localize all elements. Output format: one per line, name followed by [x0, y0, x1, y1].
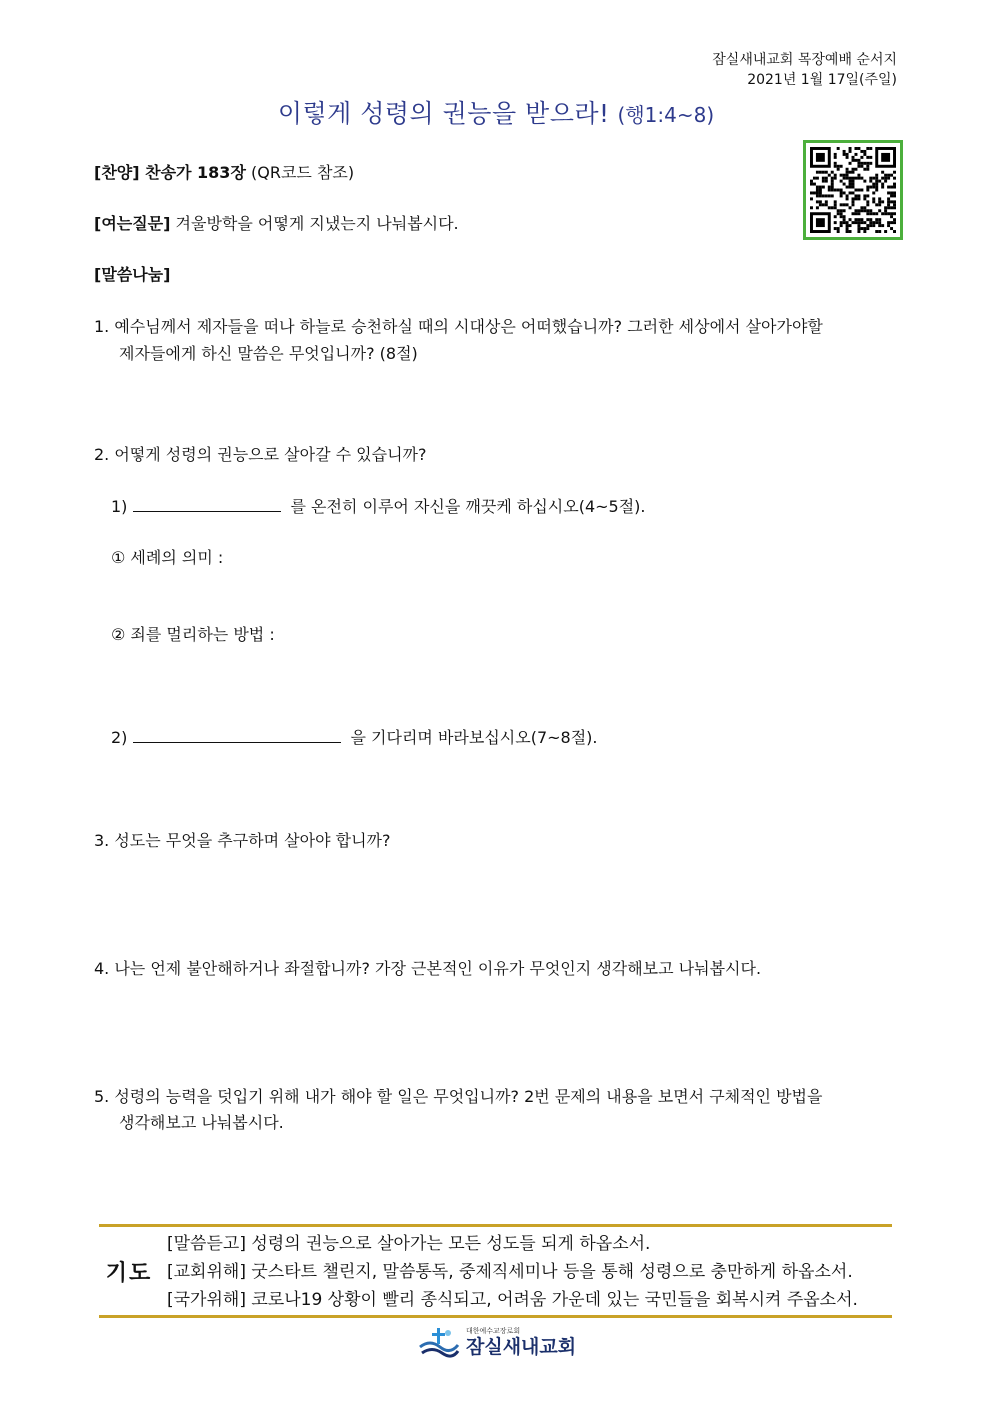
question-2: 2. 어떻게 성령의 권능으로 살아갈 수 있습니까? [94, 445, 427, 464]
title-main: 이렇게 성령의 권능을 받으라! [277, 99, 610, 128]
qr-code-icon [810, 147, 896, 233]
prayer-box [99, 1224, 892, 1318]
prayer-item-nation: [국가위해] 코로나19 상황이 빨리 종식되고, 어려움 가운데 있는 국민들을 회복시켜 주옵소서. [167, 1290, 858, 1310]
church-service-line: 잠실새내교회 목장예배 순서지 [712, 52, 897, 68]
question-2-sub-1 [111, 494, 646, 517]
opening-text: 겨울방학을 어떻게 지냈는지 나눠봅시다. [175, 214, 459, 233]
sub-2-text: 을 기다리며 바라보십시오(7~8절). [350, 728, 598, 747]
prayer-items [167, 1230, 858, 1314]
denomination-label: 대한예수교장로회 [466, 1326, 521, 1335]
title-scripture-ref: (행1:4~8) [617, 103, 715, 127]
hymn-line [94, 160, 354, 183]
question-5-line-1: 5. 성령의 능력을 덧입기 위해 내가 해야 할 일은 무엇입니까? 2번 문제의 내용을 보면서 구체적인 방법을 [94, 1087, 823, 1106]
opening-question-line [94, 211, 459, 234]
sub-2-number: 2) [111, 728, 128, 747]
opening-tag: [여는질문] [94, 214, 171, 233]
question-3: 3. 성도는 무엇을 추구하며 살아야 합니까? [94, 831, 391, 850]
sub-1-text: 를 온전히 이루어 자신을 깨끗케 하십시오(4~5절). [290, 497, 646, 516]
question-2-sub-2 [111, 725, 598, 748]
sub-1-number: 1) [111, 497, 128, 516]
hymn-tag: [찬양] 찬송가 183장 [94, 163, 246, 182]
church-logo [418, 1322, 576, 1362]
hymn-note: (QR코드 참조) [251, 163, 355, 182]
answer-blank-2[interactable] [133, 730, 341, 743]
church-emblem-icon [418, 1325, 460, 1359]
prayer-item-word: [말씀듣고] 성령의 권능으로 살아가는 모든 성도들 되게 하옵소서. [167, 1234, 651, 1254]
answer-blank-1[interactable] [133, 499, 281, 512]
question-1-line-2: 제자들에게 하신 말씀은 무엇입니까? (8절) [119, 344, 418, 363]
page-title [0, 94, 992, 130]
question-4: 4. 나는 언제 불안해하거나 좌절합니까? 가장 근본적인 이유가 무엇인지 생각해보고 나눠봅시다. [94, 959, 762, 978]
church-logo-text [466, 1327, 576, 1358]
question-5-line-2: 생각해보고 나눠봅시다. [119, 1113, 284, 1132]
qr-code[interactable] [803, 140, 903, 240]
document-header [712, 50, 897, 90]
church-name-label: 잠실새내교회 [466, 1335, 577, 1358]
question-1-line-1: 1. 예수님께서 제자들을 떠나 하늘로 승천하실 때의 시대상은 어떠했습니까? 그러한 세상에서 살아가야할 [94, 317, 823, 336]
question-2-sub-1-a: ① 세례의 의미 : [111, 548, 224, 567]
date-line: 2021년 1월 17일(주일) [747, 72, 897, 88]
question-2-sub-1-b: ② 죄를 멀리하는 방법 : [111, 625, 275, 644]
prayer-label: 기도 [105, 1260, 153, 1286]
prayer-item-church: [교회위해] 굿스타트 챌린지, 말씀통독, 중제직세미나 등을 통해 성령으로 충만하게 하옵소서. [167, 1262, 853, 1282]
sharing-heading: [말씀나눔] [94, 265, 171, 284]
